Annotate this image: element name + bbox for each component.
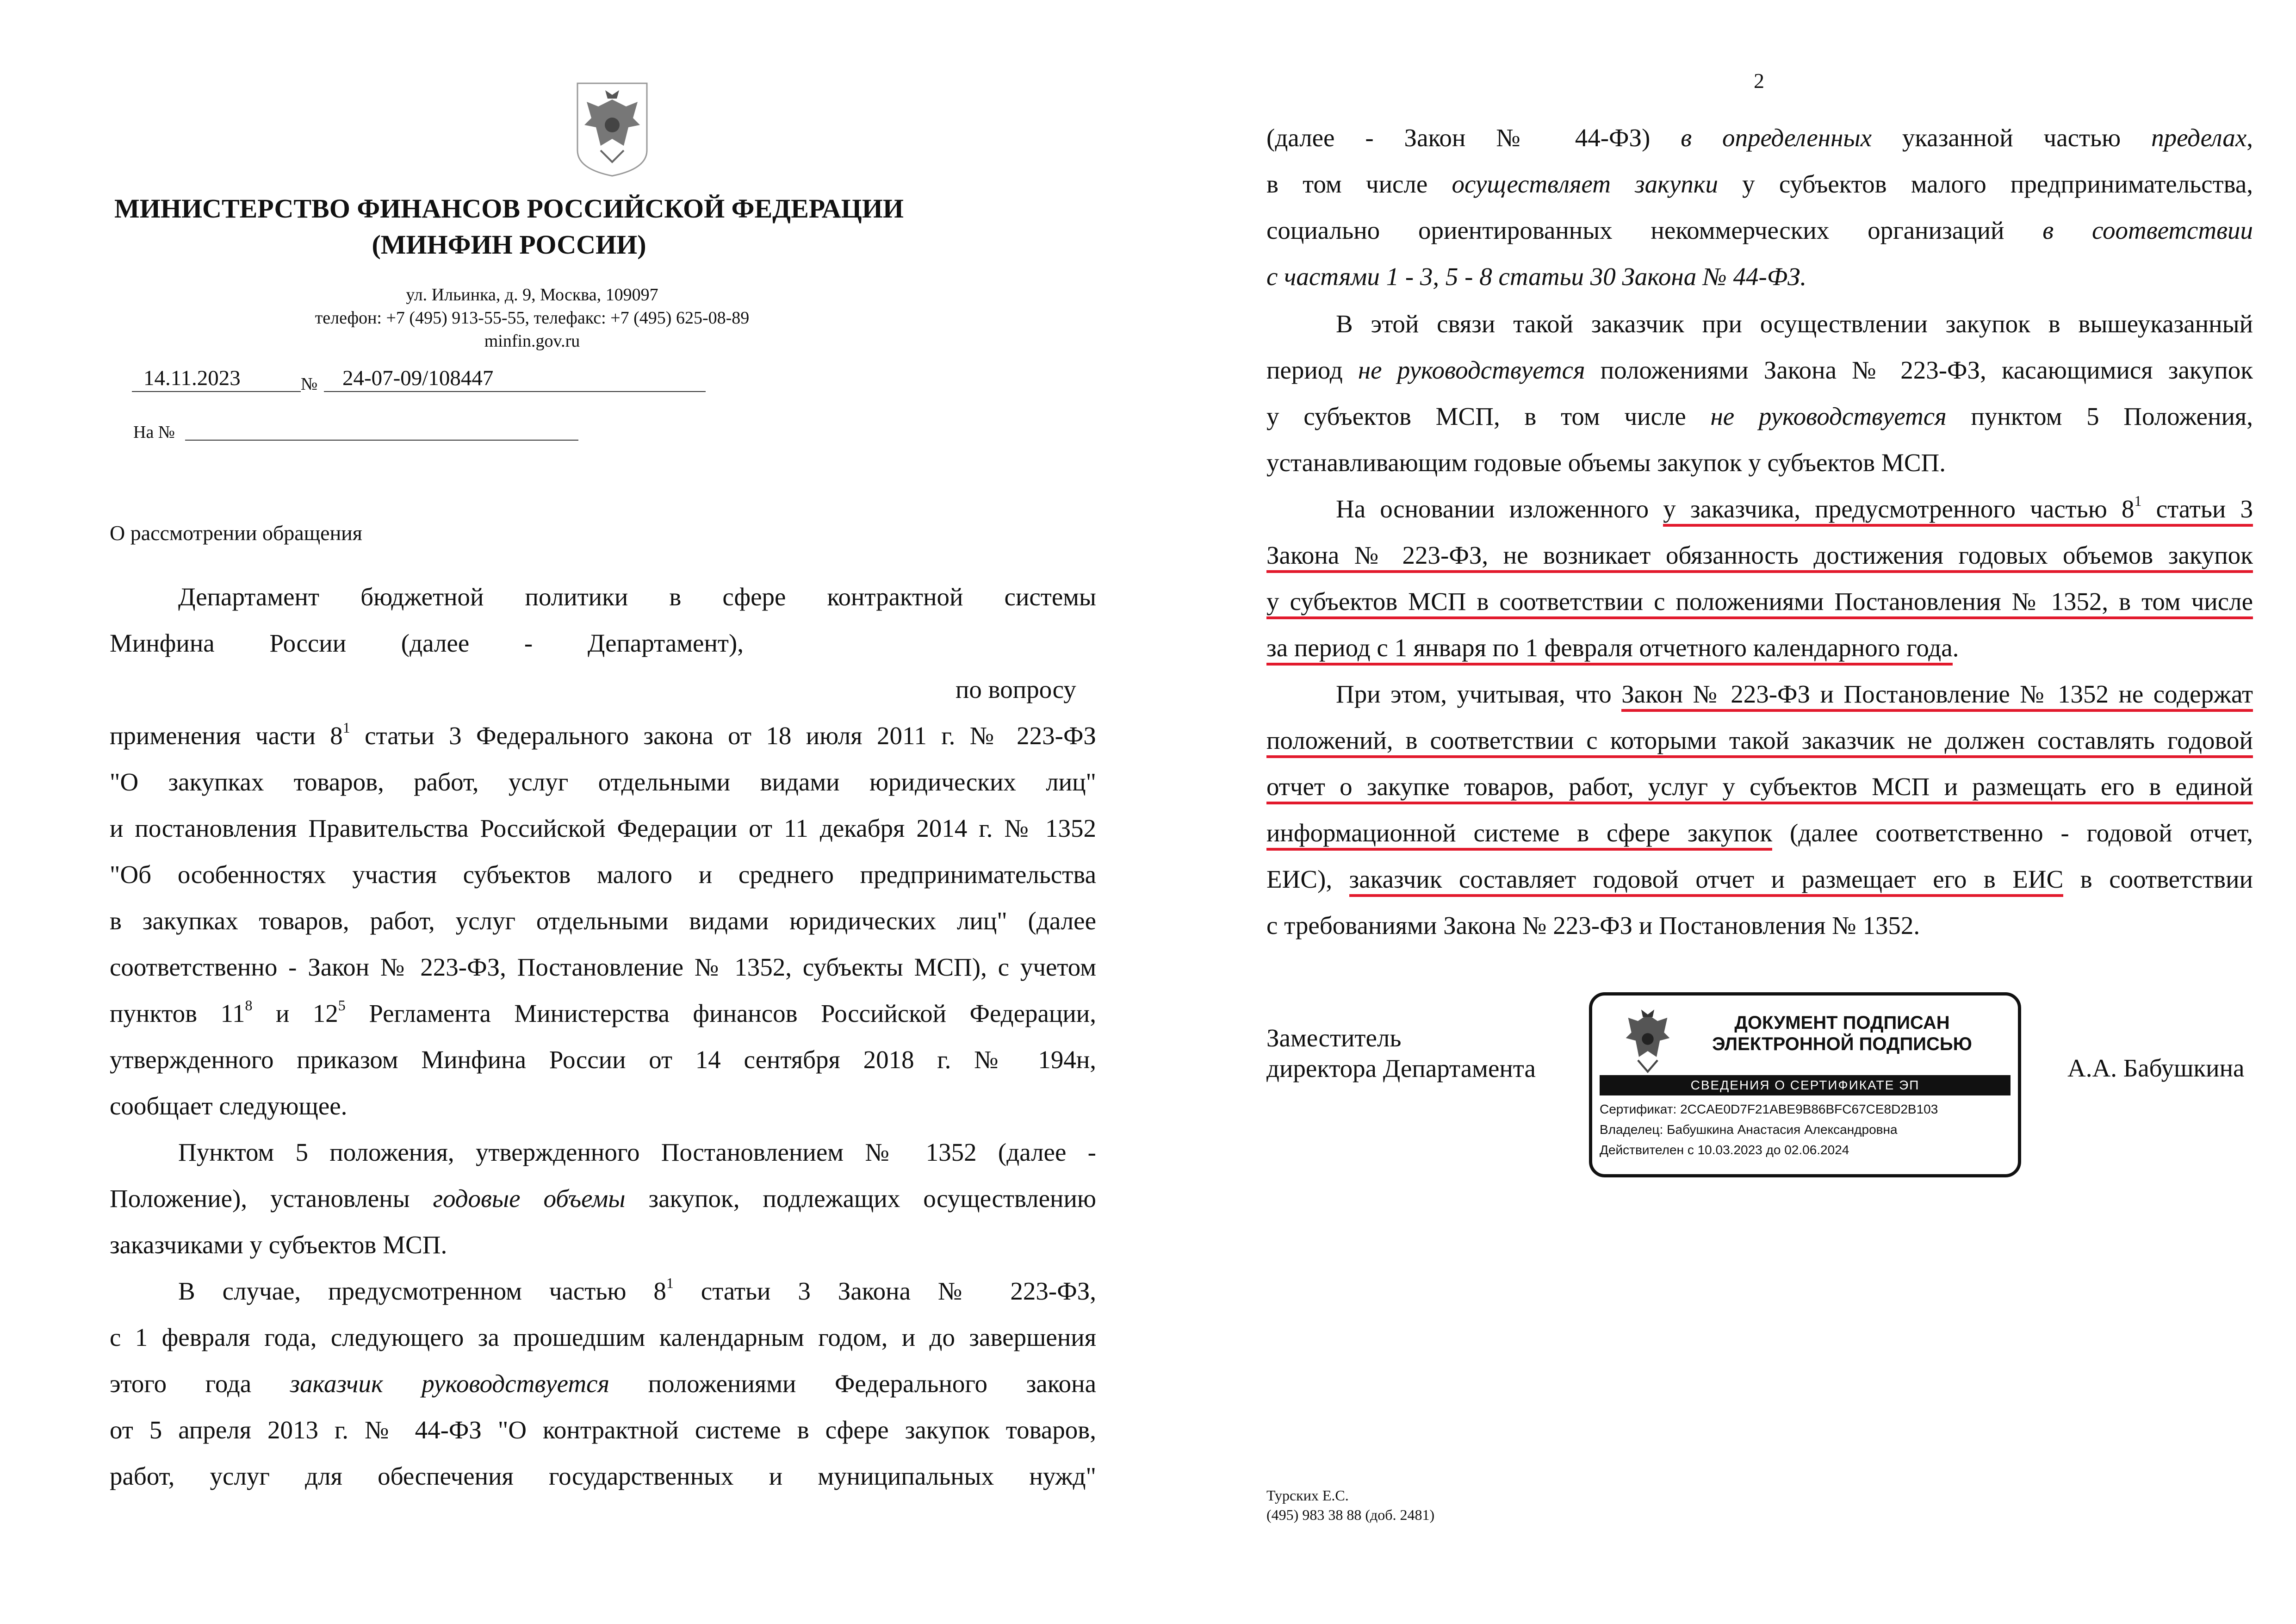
- body-line: с требованиями Закона № 223-ФЗ и Постановления № 1352.: [1266, 911, 1920, 940]
- ministry-line-1: МИНИСТЕРСТВО ФИНАНСОВ РОССИЙСКОЙ ФЕДЕРАЦИИ: [114, 193, 904, 224]
- highlighted-text: у заказчика, предусмотренного частью $8^1$ статьи 3: [1663, 495, 2253, 527]
- body-line: [1266, 537, 2253, 583]
- body-line: в закупках товаров, работ, услуг отдельными видами юридических лиц" (далее: [110, 907, 1096, 935]
- body-line: "Об особенностях участия субъектов малого и среднего предпринимательства: [110, 860, 1096, 889]
- body-line: социально ориентированных некоммерческих организаций в соответствии: [1266, 216, 2253, 244]
- body-line: ЕИС), заказчик составляет годовой отчет и размещает его в ЕИС в соответствии: [1266, 861, 2253, 907]
- highlighted-text: за период с 1 января по 1 февраля отчетного календарного года: [1266, 634, 1953, 666]
- body-line: На основании изложенного у заказчика, предусмотренного частью $8^1$ статьи 3: [1336, 491, 2253, 537]
- body-line: (далее - Закон № 44-ФЗ) в определенных указанной частью пределах,: [1266, 124, 2253, 152]
- body-line: сообщает следующее.: [110, 1092, 348, 1120]
- russian-coat-of-arms-icon: [1620, 1008, 1675, 1077]
- body-line: пунктов $11^8$ и $12^5$ Регламента Министерства финансов Российской Федерации,: [110, 996, 1096, 1027]
- highlighted-text: положений, в соответствии с которыми такой заказчик не должен составлять годовой: [1266, 726, 2253, 758]
- signer-name: А.А. Бабушкина: [2067, 1054, 2245, 1082]
- ministry-name: [102, 191, 916, 263]
- body-line: утвержденного приказом Минфина России от 14 сентября 2018 г. № 194н,: [110, 1045, 1096, 1074]
- executor-name: Турских Е.С.: [1266, 1487, 1349, 1504]
- body-line: период не руководствуется положениями Закона № 223-ФЗ, касающимися закупок: [1266, 356, 2253, 384]
- executor-info: [1266, 1486, 1434, 1524]
- body-line: по вопросу: [956, 675, 1076, 703]
- body-line: При этом, учитывая, что Закон № 223-ФЗ и Постановление № 1352 не содержат: [1336, 676, 2253, 722]
- body-line: в том числе осуществляет закупки у субъектов малого предпринимательства,: [1266, 170, 2253, 198]
- body-line: этого года заказчик руководствуется положениями Федерального закона: [110, 1369, 1096, 1398]
- body-line: В этой связи такой заказчик при осуществлении закупок в вышеуказанный: [1336, 310, 2253, 338]
- body-line: "О закупках товаров, работ, услуг отдельными видами юридических лиц": [110, 768, 1096, 796]
- body-line: [1266, 768, 2253, 815]
- letter-date: 14.11.2023: [143, 366, 241, 390]
- body-line: от 5 апреля 2013 г. № 44-ФЗ "О контрактной системе в сфере закупок товаров,: [110, 1416, 1096, 1444]
- body-line: соответственно - Закон № 223-ФЗ, Постановление № 1352, субъекты МСП), с учетом: [110, 953, 1096, 981]
- electronic-signature-stamp: [1589, 992, 2021, 1177]
- body-line: за период с 1 января по 1 февраля отчетного календарного года.: [1266, 629, 2253, 676]
- body-line: информационной системе в сфере закупок (далее соответственно - годовой отчет,: [1266, 815, 2253, 861]
- body-line: работ, услуг для обеспечения государственных и муниципальных нужд": [110, 1462, 1096, 1490]
- highlighted-text: отчет о закупке товаров, работ, услуг у субъектов МСП и размещать его в единой: [1266, 772, 2253, 804]
- number-sign: №: [301, 374, 318, 394]
- body-line: [1266, 583, 2253, 629]
- body-line: Минфина России (далее - Департамент),: [110, 629, 744, 657]
- registration-row: [130, 366, 592, 393]
- reference-label: На №: [133, 423, 175, 442]
- body-line: [1266, 722, 2253, 768]
- number-underline: [324, 391, 706, 392]
- signer-position: Заместитель директора Департамента: [1266, 1024, 1536, 1083]
- certificate-owner: Владелец: Бабушкина Анастасия Александровна: [1600, 1122, 1898, 1137]
- body-line: Департамент бюджетной политики в сфере контрактной системы: [178, 583, 1096, 611]
- body-line: с частями 1 - 3, 5 - 8 статьи 30 Закона № 44-ФЗ.: [1266, 262, 1807, 291]
- letter-number: 24-07-09/108447: [342, 366, 494, 390]
- postal-address: ул. Ильинка, д. 9, Москва, 109097: [406, 285, 658, 305]
- body-line: В случае, предусмотренном частью $8^1$ статьи 3 Закона № 223-ФЗ,: [178, 1274, 1096, 1305]
- body-line: применения части $8^1$ статьи 3 Федерального закона от 18 июля 2011 г. № 223-ФЗ: [110, 719, 1096, 750]
- body-line: и постановления Правительства Российской Федерации от 11 декабря 2014 г. № 1352: [110, 814, 1096, 842]
- page-number: 2: [1754, 69, 1764, 93]
- highlighted-text: заказчик составляет годовой отчет и размещает его в ЕИС: [1349, 865, 2064, 897]
- russian-coat-of-arms-icon: [573, 81, 652, 178]
- phone-numbers: телефон: +7 (495) 913-55-55, телефакс: +7 (495) 625-08-89: [315, 308, 750, 328]
- highlighted-text: Закон № 223-ФЗ и Постановление № 1352 не содержат: [1621, 680, 2253, 712]
- body-line: заказчиками у субъектов МСП.: [110, 1231, 447, 1259]
- ministry-contacts: [148, 283, 916, 353]
- ministry-line-2: (МИНФИН РОССИИ): [372, 230, 646, 260]
- body-line: Пунктом 5 положения, утвержденного Постановлением № 1352 (далее -: [178, 1138, 1096, 1166]
- certificate-info: [1600, 1099, 1938, 1160]
- certificate-validity: Действителен с 10.03.2023 до 02.06.2024: [1600, 1143, 1849, 1157]
- body-line: у субъектов МСП, в том числе не руководствуется пунктом 5 Положения,: [1266, 402, 2253, 430]
- letter-subject: О рассмотрении обращения: [110, 521, 362, 545]
- reference-row: [133, 422, 175, 442]
- highlighted-text: Закона № 223-ФЗ, не возникает обязанность достижения годовых объемов закупок: [1266, 541, 2253, 573]
- executor-phone: (495) 983 38 88 (доб. 2481): [1266, 1506, 1435, 1523]
- website: minfin.gov.ru: [484, 331, 580, 351]
- body-line: устанавливающим годовые объемы закупок у субъектов МСП.: [1266, 448, 1946, 477]
- stamp-heading: ДОКУМЕНТ ПОДПИСАН ЭЛЕКТРОННОЙ ПОДПИСЬЮ: [1712, 1013, 1972, 1054]
- certificate-serial: Сертификат: 2CCAE0D7F21ABE9B86BFC67CE8D2B103: [1600, 1102, 1938, 1116]
- body-line: с 1 февраля года, следующего за прошедшим календарным годом, и до завершения: [110, 1323, 1096, 1351]
- reference-underline: [185, 440, 578, 441]
- highlighted-text: информационной системе в сфере закупок: [1266, 819, 1772, 851]
- highlighted-text: у субъектов МСП в соответствии с положениями Постановления № 1352, в том числе: [1266, 587, 2253, 619]
- body-line: Положение), установлены годовые объемы закупок, подлежащих осуществлению: [110, 1184, 1096, 1213]
- date-underline: [132, 391, 301, 392]
- stamp-band: СВЕДЕНИЯ О СЕРТИФИКАТЕ ЭП: [1600, 1075, 2011, 1095]
